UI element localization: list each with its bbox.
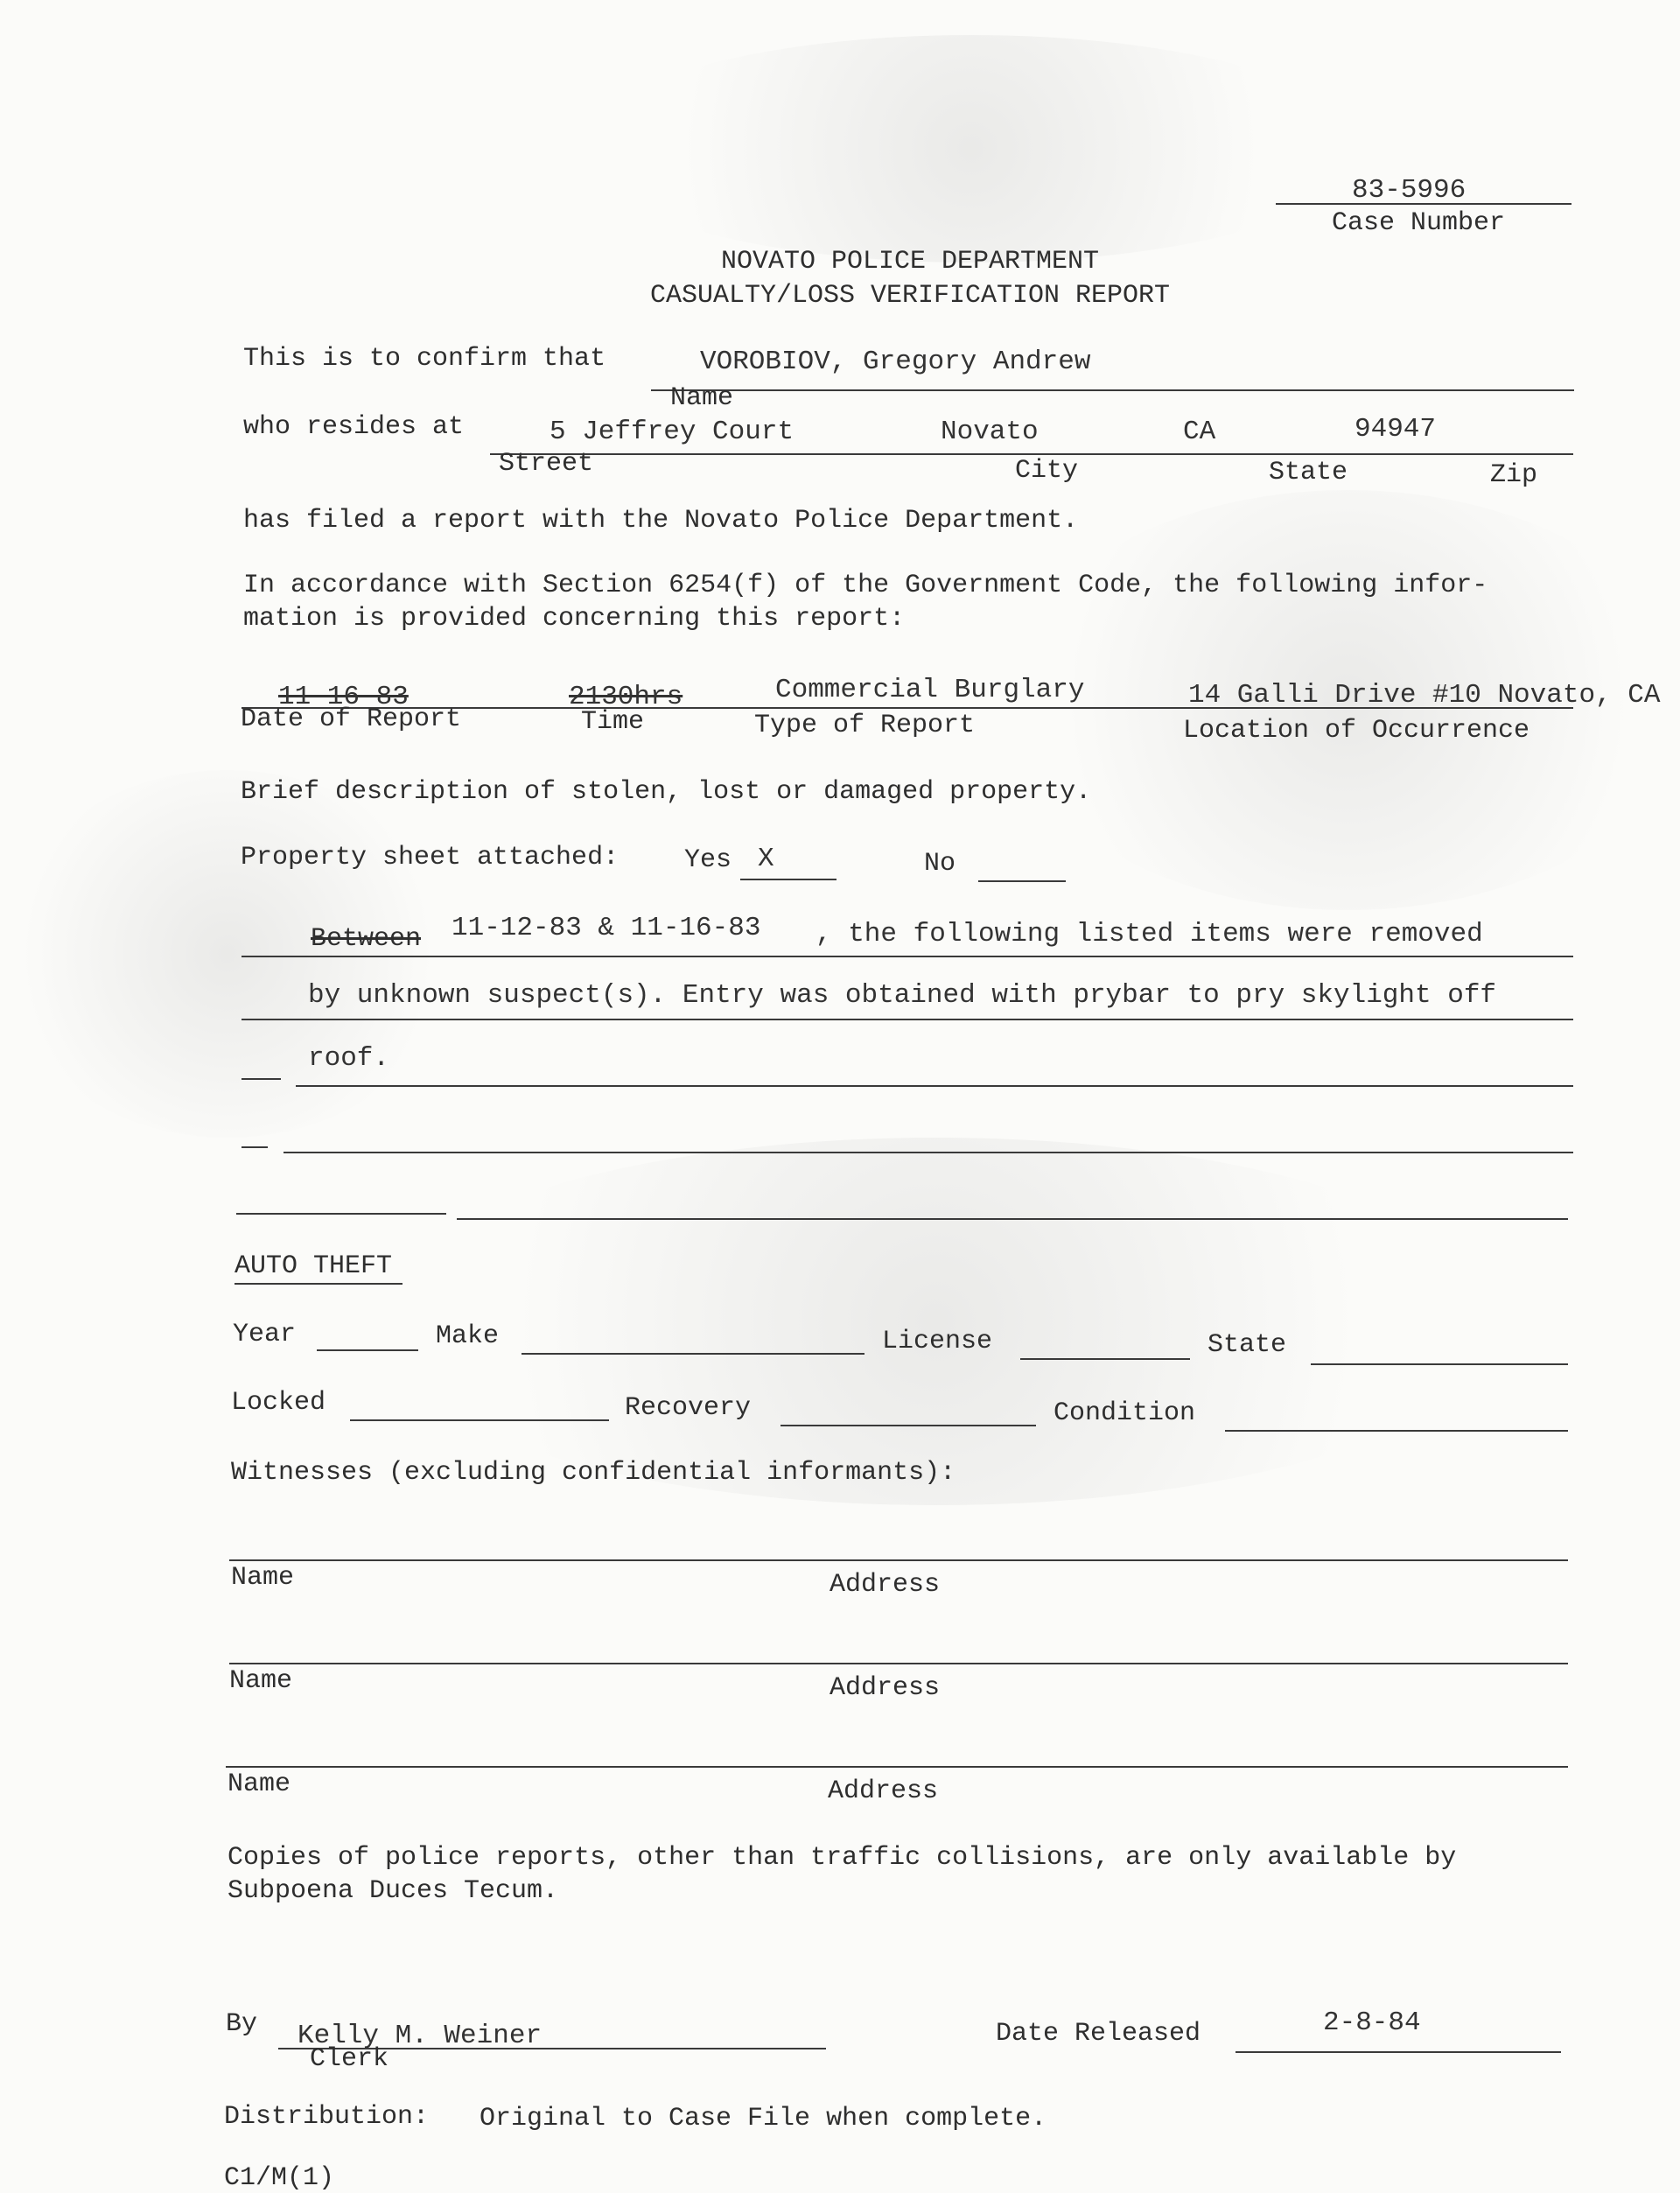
narrative-between: Between <box>311 924 422 954</box>
narrative-underline-3b <box>296 1085 1573 1087</box>
property-yes-value[interactable]: X <box>758 844 774 874</box>
witness-1-name-label: Name <box>231 1563 295 1593</box>
by-label: By <box>226 2009 258 2039</box>
witnesses-heading: Witnesses (excluding confidential informants): <box>231 1458 956 1488</box>
auto-state-label: State <box>1208 1330 1287 1360</box>
narrative-underline-4a <box>242 1146 268 1148</box>
report-type-value: Commercial Burglary <box>775 675 1085 705</box>
property-no-underline[interactable] <box>978 880 1066 882</box>
distribution-value: Original to Case File when complete. <box>480 2104 1047 2133</box>
property-sheet-label: Property sheet attached: <box>241 843 620 872</box>
locked-field[interactable] <box>350 1419 609 1421</box>
date-of-report-label: Date of Report <box>241 704 462 734</box>
clerk-name: Kelly M. Weiner <box>298 2021 542 2051</box>
description-heading: Brief description of stolen, lost or damaged property. <box>241 777 1092 807</box>
report-title: CASUALTY/LOSS VERIFICATION REPORT <box>649 281 1171 311</box>
scan-noise <box>368 1138 1505 1505</box>
recovery-field[interactable] <box>780 1425 1036 1426</box>
copies-line1: Copies of police reports, other than traffic collisions, are only available by <box>228 1843 1457 1873</box>
report-time-value: 2130hrs <box>569 682 683 712</box>
case-number-value: 83-5996 <box>1352 175 1466 206</box>
license-label: License <box>882 1327 993 1356</box>
city-value: Novato <box>941 417 1039 447</box>
state-label: State <box>1269 458 1348 487</box>
date-released-underline <box>1236 2051 1561 2053</box>
year-label: Year <box>233 1320 297 1349</box>
witness-3-address-label: Address <box>828 1776 939 1806</box>
state-value: CA <box>1183 417 1216 447</box>
street-label: Street <box>499 449 594 479</box>
witness-3-line[interactable] <box>226 1766 1568 1768</box>
clerk-label: Clerk <box>310 2044 389 2074</box>
locked-label: Locked <box>231 1388 326 1418</box>
accordance-line1: In accordance with Section 6254(f) of the Government Code, the following infor- <box>243 571 1488 600</box>
witness-2-name-label: Name <box>229 1666 293 1696</box>
type-of-report-label: Type of Report <box>754 711 976 740</box>
resides-prefix: who resides at <box>243 412 465 442</box>
witness-1-line[interactable] <box>229 1559 1568 1561</box>
confirm-prefix: This is to confirm that <box>243 344 606 374</box>
report-date-value: 11-16-83 <box>278 682 409 712</box>
filed-statement: has filed a report with the Novato Police Department. <box>243 506 1079 536</box>
copies-line2: Subpoena Duces Tecum. <box>228 1876 559 1906</box>
narrative-underline-3a <box>242 1078 281 1080</box>
distribution-label: Distribution: <box>224 2102 430 2132</box>
name-label: Name <box>670 383 734 413</box>
property-no-label: No <box>924 849 956 879</box>
location-label: Location of Occurrence <box>1183 716 1530 746</box>
witness-2-address-label: Address <box>830 1673 941 1703</box>
make-field[interactable] <box>522 1353 864 1355</box>
auto-state-field[interactable] <box>1311 1363 1568 1365</box>
property-yes-label: Yes <box>684 845 732 875</box>
witness-3-name-label: Name <box>228 1769 291 1799</box>
case-number-label: Case Number <box>1332 208 1506 238</box>
auto-theft-heading: AUTO THEFT <box>234 1251 393 1281</box>
narrative-line1: , the following listed items were removed <box>816 919 1483 949</box>
witness-2-line[interactable] <box>229 1663 1568 1664</box>
zip-label: Zip <box>1490 460 1538 490</box>
recovery-label: Recovery <box>625 1393 752 1423</box>
city-label: City <box>1015 456 1079 486</box>
condition-label: Condition <box>1054 1398 1196 1428</box>
street-value: 5 Jeffrey Court <box>550 417 794 447</box>
license-field[interactable] <box>1020 1358 1190 1360</box>
make-label: Make <box>436 1321 500 1351</box>
narrative-underline-5b <box>457 1218 1568 1220</box>
scan-noise <box>578 35 1365 263</box>
scan-noise <box>0 770 455 1138</box>
report-location-value: 14 Galli Drive #10 Novato, CA <box>1188 680 1661 711</box>
year-field[interactable] <box>317 1349 418 1351</box>
accordance-line2: mation is provided concerning this report: <box>243 604 906 634</box>
address-underline <box>490 453 1573 455</box>
narrative-dates: 11-12-83 & 11-16-83 <box>452 913 761 943</box>
narrative-line3: roof. <box>308 1043 390 1074</box>
date-released-label: Date Released <box>996 2019 1201 2049</box>
form-code: C1/M(1) <box>224 2163 335 2193</box>
property-yes-underline <box>740 879 836 880</box>
case-number-underline <box>1276 203 1572 205</box>
subject-name: VOROBIOV, Gregory Andrew <box>700 347 1091 377</box>
narrative-underline-4b <box>284 1152 1573 1153</box>
department-title: NOVATO POLICE DEPARTMENT <box>720 247 1100 277</box>
date-released-value: 2-8-84 <box>1323 2007 1421 2038</box>
narrative-line2: by unknown suspect(s). Entry was obtained with prybar to pry skylight off <box>308 980 1497 1011</box>
condition-field[interactable] <box>1225 1430 1568 1432</box>
name-underline <box>651 389 1574 391</box>
narrative-underline-1 <box>242 956 1573 957</box>
narrative-underline-2 <box>242 1019 1573 1020</box>
narrative-underline-5a <box>236 1213 446 1215</box>
time-label: Time <box>581 707 645 737</box>
witness-1-address-label: Address <box>830 1570 941 1600</box>
zip-value: 94947 <box>1354 414 1437 445</box>
auto-theft-heading-underline <box>234 1283 402 1285</box>
